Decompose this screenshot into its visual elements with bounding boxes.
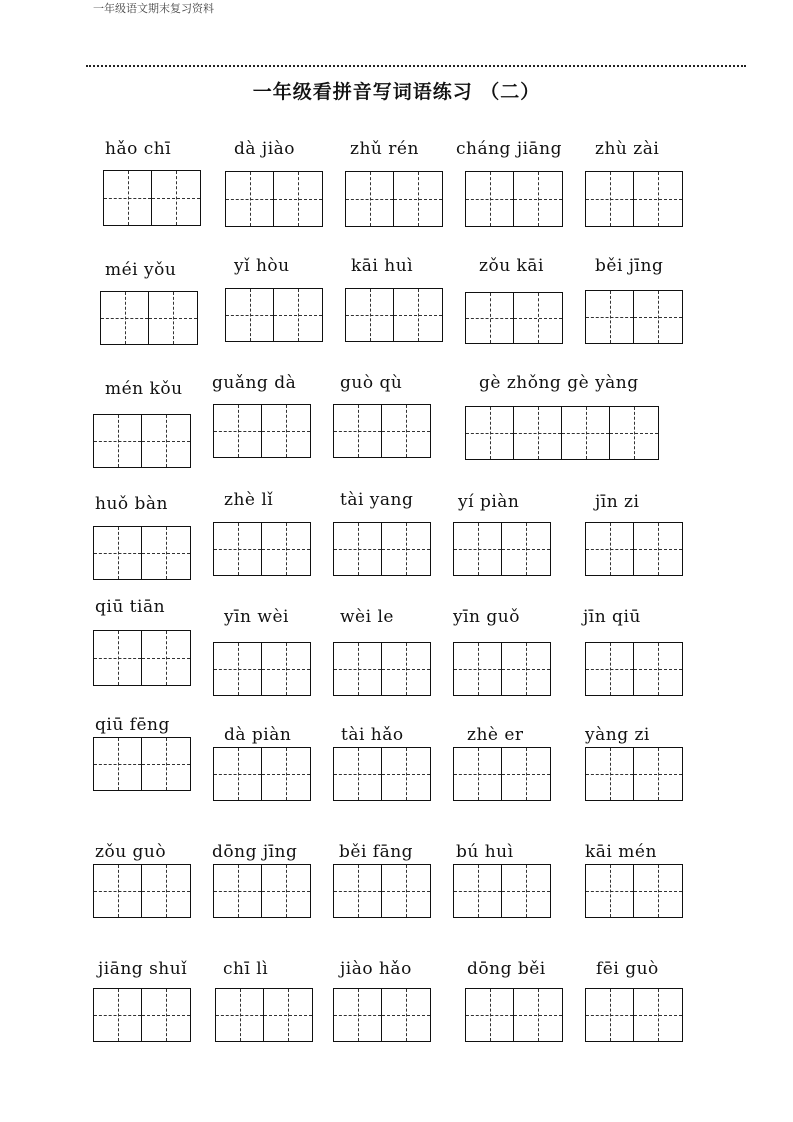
pinyin-label: huǒ bàn [95, 494, 169, 514]
tian-zi-ge-cell[interactable] [586, 748, 634, 800]
writing-grid [585, 642, 683, 696]
writing-grid [213, 522, 311, 576]
tian-zi-ge-cell[interactable] [586, 865, 634, 917]
tian-zi-ge-cell[interactable] [454, 748, 502, 800]
writing-grid [345, 288, 443, 342]
pinyin-label: kāi huì [351, 256, 414, 276]
writing-grid [225, 288, 323, 342]
writing-grid [100, 291, 198, 345]
tian-zi-ge-cell[interactable] [101, 292, 149, 344]
pinyin-label: cháng jiāng [456, 139, 563, 159]
pinyin-label: qiū tiān [95, 597, 166, 617]
writing-grid [585, 171, 683, 227]
pinyin-label: fēi guò [596, 959, 659, 979]
tian-zi-ge-cell[interactable] [104, 171, 152, 225]
tian-zi-ge-cell[interactable] [514, 407, 562, 459]
pinyin-label: jīn qiū [583, 607, 641, 627]
tian-zi-ge-cell[interactable] [94, 989, 142, 1041]
pinyin-label: dōng jīng [212, 842, 298, 862]
writing-grid [333, 642, 431, 696]
pinyin-label: hǎo chī [105, 139, 172, 159]
tian-zi-ge-cell[interactable] [214, 405, 262, 457]
writing-grid [465, 406, 659, 460]
pinyin-label: gè zhǒng gè yàng [479, 373, 639, 393]
tian-zi-ge-cell[interactable] [334, 865, 382, 917]
tian-zi-ge-cell[interactable] [216, 989, 264, 1041]
tian-zi-ge-cell[interactable] [264, 989, 312, 1041]
pinyin-label: yīn guǒ [453, 607, 520, 627]
pinyin-label: guò qù [340, 373, 403, 393]
tian-zi-ge-cell[interactable] [214, 865, 262, 917]
writing-grid [333, 864, 431, 918]
pinyin-label: tài hǎo [341, 725, 404, 745]
tian-zi-ge-cell[interactable] [94, 527, 142, 579]
tian-zi-ge-cell[interactable] [262, 405, 310, 457]
writing-grid [453, 522, 551, 576]
tian-zi-ge-cell[interactable] [226, 289, 274, 341]
pinyin-label: jīn zi [595, 492, 640, 512]
tian-zi-ge-cell[interactable] [214, 523, 262, 575]
writing-grid [585, 988, 683, 1042]
writing-grid [333, 747, 431, 801]
writing-grid [93, 414, 191, 468]
tian-zi-ge-cell[interactable] [502, 748, 550, 800]
writing-grid [213, 642, 311, 696]
writing-grid [585, 522, 683, 576]
writing-grid [213, 864, 311, 918]
tian-zi-ge-cell[interactable] [142, 527, 190, 579]
writing-grid [333, 988, 431, 1042]
writing-grid [453, 747, 551, 801]
pinyin-label: kāi mén [585, 842, 657, 862]
header-note: 一年级语文期末复习资料 [93, 2, 214, 15]
writing-grid [93, 630, 191, 686]
writing-grid [465, 292, 563, 344]
writing-grid [465, 988, 563, 1042]
pinyin-label: dà jiào [234, 139, 295, 159]
pinyin-label: yǐ hòu [234, 256, 290, 276]
writing-grid [345, 171, 443, 227]
pinyin-label: zhǔ rén [350, 139, 419, 159]
pinyin-label: wèi le [340, 607, 394, 627]
tian-zi-ge-cell[interactable] [562, 407, 610, 459]
tian-zi-ge-cell[interactable] [514, 293, 562, 343]
pinyin-label: yīn wèi [224, 607, 289, 627]
tian-zi-ge-cell[interactable] [466, 407, 514, 459]
pinyin-label: zǒu guò [95, 842, 167, 862]
tian-zi-ge-cell[interactable] [634, 523, 682, 575]
writing-grid [453, 864, 551, 918]
pinyin-label: chī lì [223, 959, 269, 979]
writing-grid [453, 642, 551, 696]
tian-zi-ge-cell[interactable] [142, 865, 190, 917]
writing-grid [225, 171, 323, 227]
pinyin-label: bú huì [456, 842, 514, 862]
writing-grid [93, 988, 191, 1042]
tian-zi-ge-cell[interactable] [610, 407, 658, 459]
tian-zi-ge-cell[interactable] [334, 523, 382, 575]
tian-zi-ge-cell[interactable] [634, 865, 682, 917]
tian-zi-ge-cell[interactable] [149, 292, 197, 344]
tian-zi-ge-cell[interactable] [586, 291, 634, 343]
tian-zi-ge-cell[interactable] [466, 293, 514, 343]
writing-grid [93, 864, 191, 918]
tian-zi-ge-cell[interactable] [382, 643, 430, 695]
tian-zi-ge-cell[interactable] [634, 643, 682, 695]
tian-zi-ge-cell[interactable] [514, 989, 562, 1041]
tian-zi-ge-cell[interactable] [346, 289, 394, 341]
writing-grid [93, 737, 191, 791]
tian-zi-ge-cell[interactable] [142, 989, 190, 1041]
pinyin-label: jiāng shuǐ [98, 959, 188, 979]
tian-zi-ge-cell[interactable] [382, 865, 430, 917]
tian-zi-ge-cell[interactable] [514, 172, 562, 226]
pinyin-label: zǒu kāi [479, 256, 544, 276]
pinyin-label: zhè lǐ [224, 490, 274, 510]
writing-grid [333, 522, 431, 576]
tian-zi-ge-cell[interactable] [346, 172, 394, 226]
tian-zi-ge-cell[interactable] [334, 643, 382, 695]
writing-grid [103, 170, 201, 226]
pinyin-label: dà piàn [224, 725, 292, 745]
writing-grid [585, 747, 683, 801]
tian-zi-ge-cell[interactable] [586, 172, 634, 226]
tian-zi-ge-cell[interactable] [454, 865, 502, 917]
tian-zi-ge-cell[interactable] [394, 172, 442, 226]
tian-zi-ge-cell[interactable] [634, 291, 682, 343]
tian-zi-ge-cell[interactable] [262, 643, 310, 695]
writing-grid [213, 747, 311, 801]
pinyin-label: jiào hǎo [340, 959, 412, 979]
tian-zi-ge-cell[interactable] [382, 405, 430, 457]
pinyin-label: yí piàn [458, 492, 520, 512]
tian-zi-ge-cell[interactable] [394, 289, 442, 341]
tian-zi-ge-cell[interactable] [262, 865, 310, 917]
tian-zi-ge-cell[interactable] [262, 523, 310, 575]
writing-grid [213, 404, 311, 458]
pinyin-label: dōng běi [467, 959, 546, 979]
tian-zi-ge-cell[interactable] [262, 748, 310, 800]
tian-zi-ge-cell[interactable] [142, 738, 190, 790]
tian-zi-ge-cell[interactable] [142, 631, 190, 685]
tian-zi-ge-cell[interactable] [634, 172, 682, 226]
pinyin-label: tài yang [340, 490, 414, 510]
tian-zi-ge-cell[interactable] [274, 289, 322, 341]
pinyin-label: yàng zi [585, 725, 650, 745]
tian-zi-ge-cell[interactable] [454, 643, 502, 695]
tian-zi-ge-cell[interactable] [586, 523, 634, 575]
tian-zi-ge-cell[interactable] [334, 748, 382, 800]
tian-zi-ge-cell[interactable] [214, 748, 262, 800]
tian-zi-ge-cell[interactable] [382, 748, 430, 800]
pinyin-label: méi yǒu [105, 260, 177, 280]
tian-zi-ge-cell[interactable] [382, 989, 430, 1041]
tian-zi-ge-cell[interactable] [634, 989, 682, 1041]
pinyin-label: běi fāng [339, 842, 414, 862]
tian-zi-ge-cell[interactable] [382, 523, 430, 575]
tian-zi-ge-cell[interactable] [94, 415, 142, 467]
tian-zi-ge-cell[interactable] [466, 172, 514, 226]
writing-grid [93, 526, 191, 580]
pinyin-label: guǎng dà [212, 373, 297, 393]
tian-zi-ge-cell[interactable] [142, 415, 190, 467]
tian-zi-ge-cell[interactable] [94, 631, 142, 685]
header-divider [86, 65, 746, 67]
pinyin-label: qiū fēng [95, 715, 170, 735]
tian-zi-ge-cell[interactable] [454, 523, 502, 575]
tian-zi-ge-cell[interactable] [152, 171, 200, 225]
tian-zi-ge-cell[interactable] [502, 523, 550, 575]
tian-zi-ge-cell[interactable] [226, 172, 274, 226]
tian-zi-ge-cell[interactable] [274, 172, 322, 226]
tian-zi-ge-cell[interactable] [466, 989, 514, 1041]
tian-zi-ge-cell[interactable] [334, 989, 382, 1041]
pinyin-label: běi jīng [595, 256, 664, 276]
pinyin-label: mén kǒu [105, 379, 183, 399]
pinyin-label: zhè er [467, 725, 524, 745]
writing-grid [465, 171, 563, 227]
tian-zi-ge-cell[interactable] [334, 405, 382, 457]
tian-zi-ge-cell[interactable] [94, 738, 142, 790]
tian-zi-ge-cell[interactable] [586, 643, 634, 695]
tian-zi-ge-cell[interactable] [94, 865, 142, 917]
writing-grid [585, 864, 683, 918]
pinyin-label: zhù zài [595, 139, 660, 159]
tian-zi-ge-cell[interactable] [634, 748, 682, 800]
writing-grid [333, 404, 431, 458]
writing-grid [585, 290, 683, 344]
page-title: 一年级看拼音写词语练习 （二） [252, 81, 541, 103]
writing-grid [215, 988, 313, 1042]
tian-zi-ge-cell[interactable] [586, 989, 634, 1041]
tian-zi-ge-cell[interactable] [214, 643, 262, 695]
tian-zi-ge-cell[interactable] [502, 865, 550, 917]
tian-zi-ge-cell[interactable] [502, 643, 550, 695]
